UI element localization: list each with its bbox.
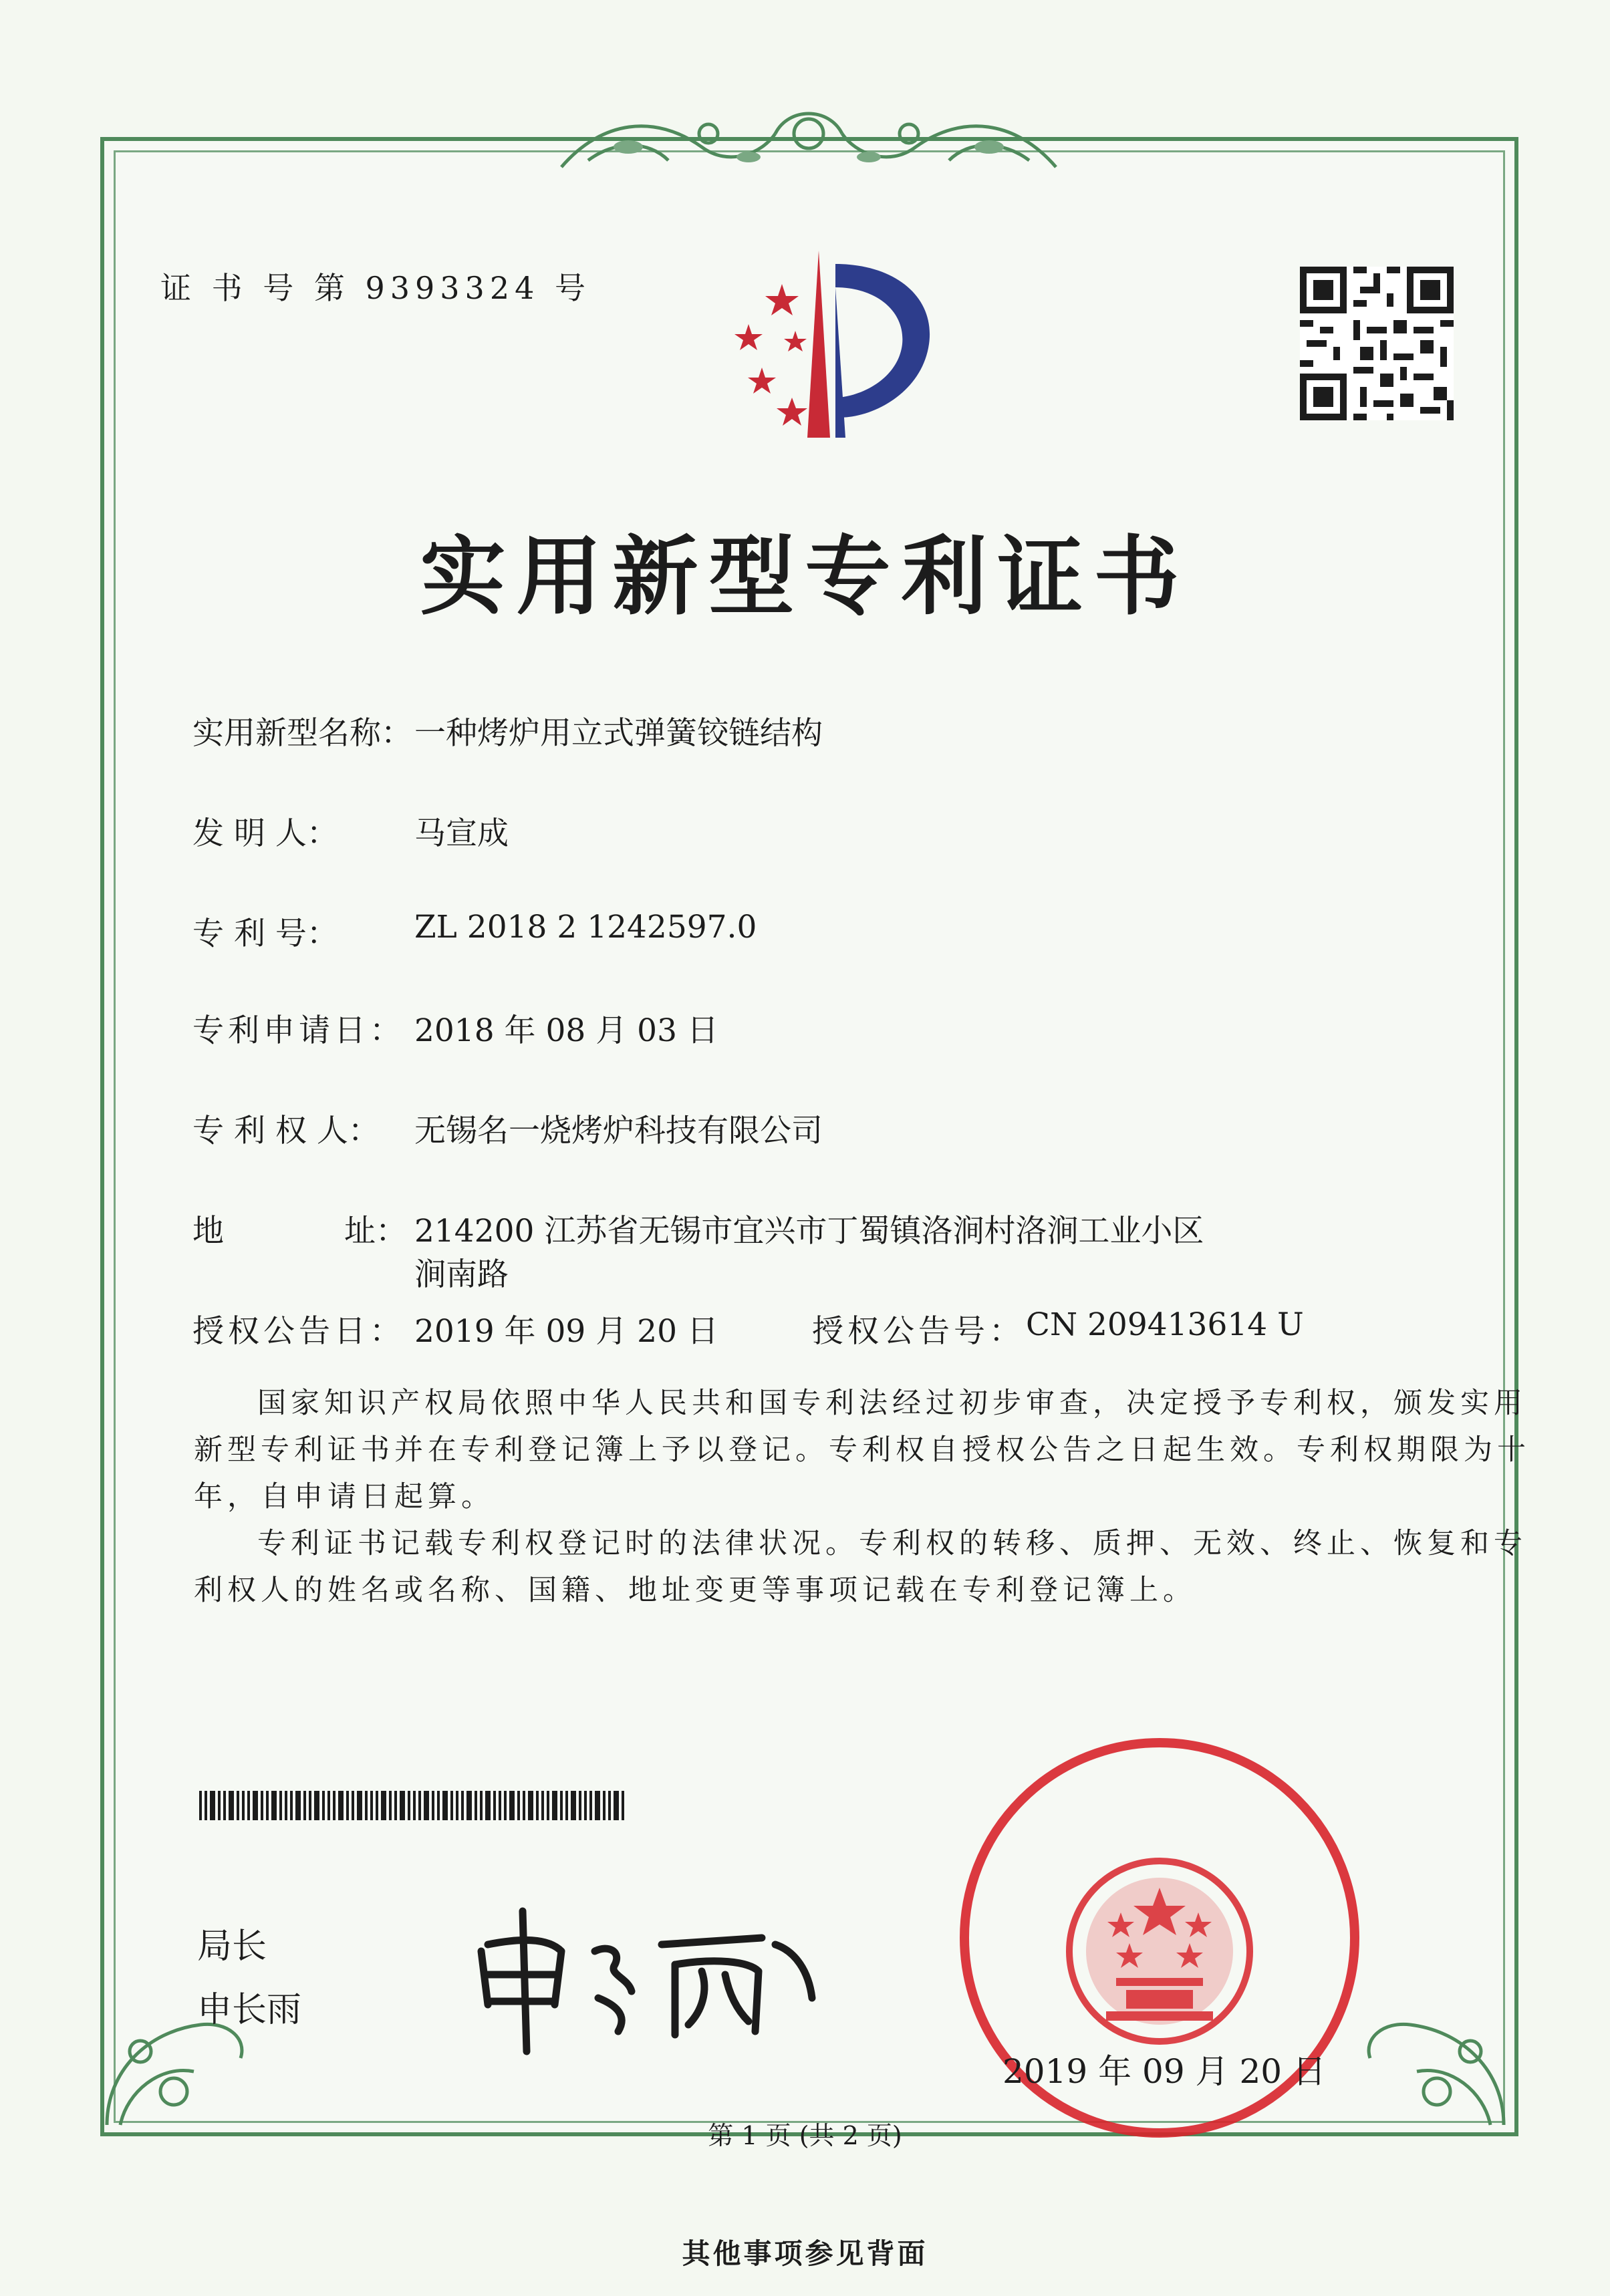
page-number: 第 1 页 (共 2 页) (708, 2121, 902, 2150)
page-title: 实用新型专利证书 (420, 527, 1190, 627)
body-paragraph-2-line-2: 利权人的姓名或名称、国籍、地址变更等事项记载在专利登记簿上。 (194, 1574, 1196, 1607)
cnipa-logo-icon (675, 237, 969, 451)
utility-model-name-label: 实用新型名称： (192, 715, 412, 752)
address-label-right: 址： (344, 1213, 407, 1250)
filing-date-value: 2018 年 08 月 03 日 (414, 1012, 718, 1049)
inventor-value: 马宣成 (414, 815, 509, 852)
grant-date-label: 授权公告日： (192, 1313, 405, 1350)
top-ornament-icon (548, 94, 1069, 180)
qr-code-icon (1300, 266, 1454, 421)
body-paragraph-1-line-1: 国家知识产权局依照中华人民共和国专利法经过初步审查，决定授予专利权，颁发实用 (257, 1387, 1527, 1420)
address-line-1: 214200 江苏省无锡市宜兴市丁蜀镇洛涧村洛涧工业小区 (414, 1213, 1204, 1250)
address-line-2: 涧南路 (414, 1256, 509, 1293)
filing-date-label: 专利申请日： (192, 1012, 405, 1049)
director-name: 申长雨 (197, 1990, 302, 2030)
inventor-label: 发 明 人： (192, 815, 338, 852)
footer-note: 其他事项参见背面 (682, 2237, 928, 2270)
handwritten-signature (461, 1891, 835, 2058)
certificate-number: 证 书 号 第 9393324 号 (160, 270, 591, 306)
utility-model-name-value: 一种烤炉用立式弹簧铰链结构 (414, 715, 823, 752)
body-paragraph-1-line-3: 年，自申请日起算。 (194, 1480, 495, 1514)
patentee-value: 无锡名一烧烤炉科技有限公司 (414, 1113, 823, 1149)
barcode-icon (199, 1791, 627, 1820)
grant-number-value: CN 209413614 U (1026, 1306, 1304, 1343)
address-label-left: 地 (192, 1213, 224, 1250)
patent-number-label: 专 利 号： (192, 915, 338, 952)
body-paragraph-2-line-1: 专利证书记载专利权登记时的法律状况。专利权的转移、质押、无效、终止、恢复和专 (257, 1527, 1527, 1560)
stamp-date: 2019 年 09 月 20 日 (1002, 2052, 1326, 2091)
grant-date-value: 2019 年 09 月 20 日 (414, 1313, 718, 1350)
patent-number-value: ZL 2018 2 1242597.0 (414, 909, 757, 946)
grant-number-label: 授权公告号： (812, 1313, 1025, 1350)
director-title: 局长 (197, 1926, 267, 1967)
body-paragraph-1-line-2: 新型专利证书并在专利登记簿上予以登记。专利权自授权公告之日起生效。专利权期限为十 (194, 1433, 1530, 1467)
patentee-label: 专 利 权 人： (192, 1113, 380, 1149)
